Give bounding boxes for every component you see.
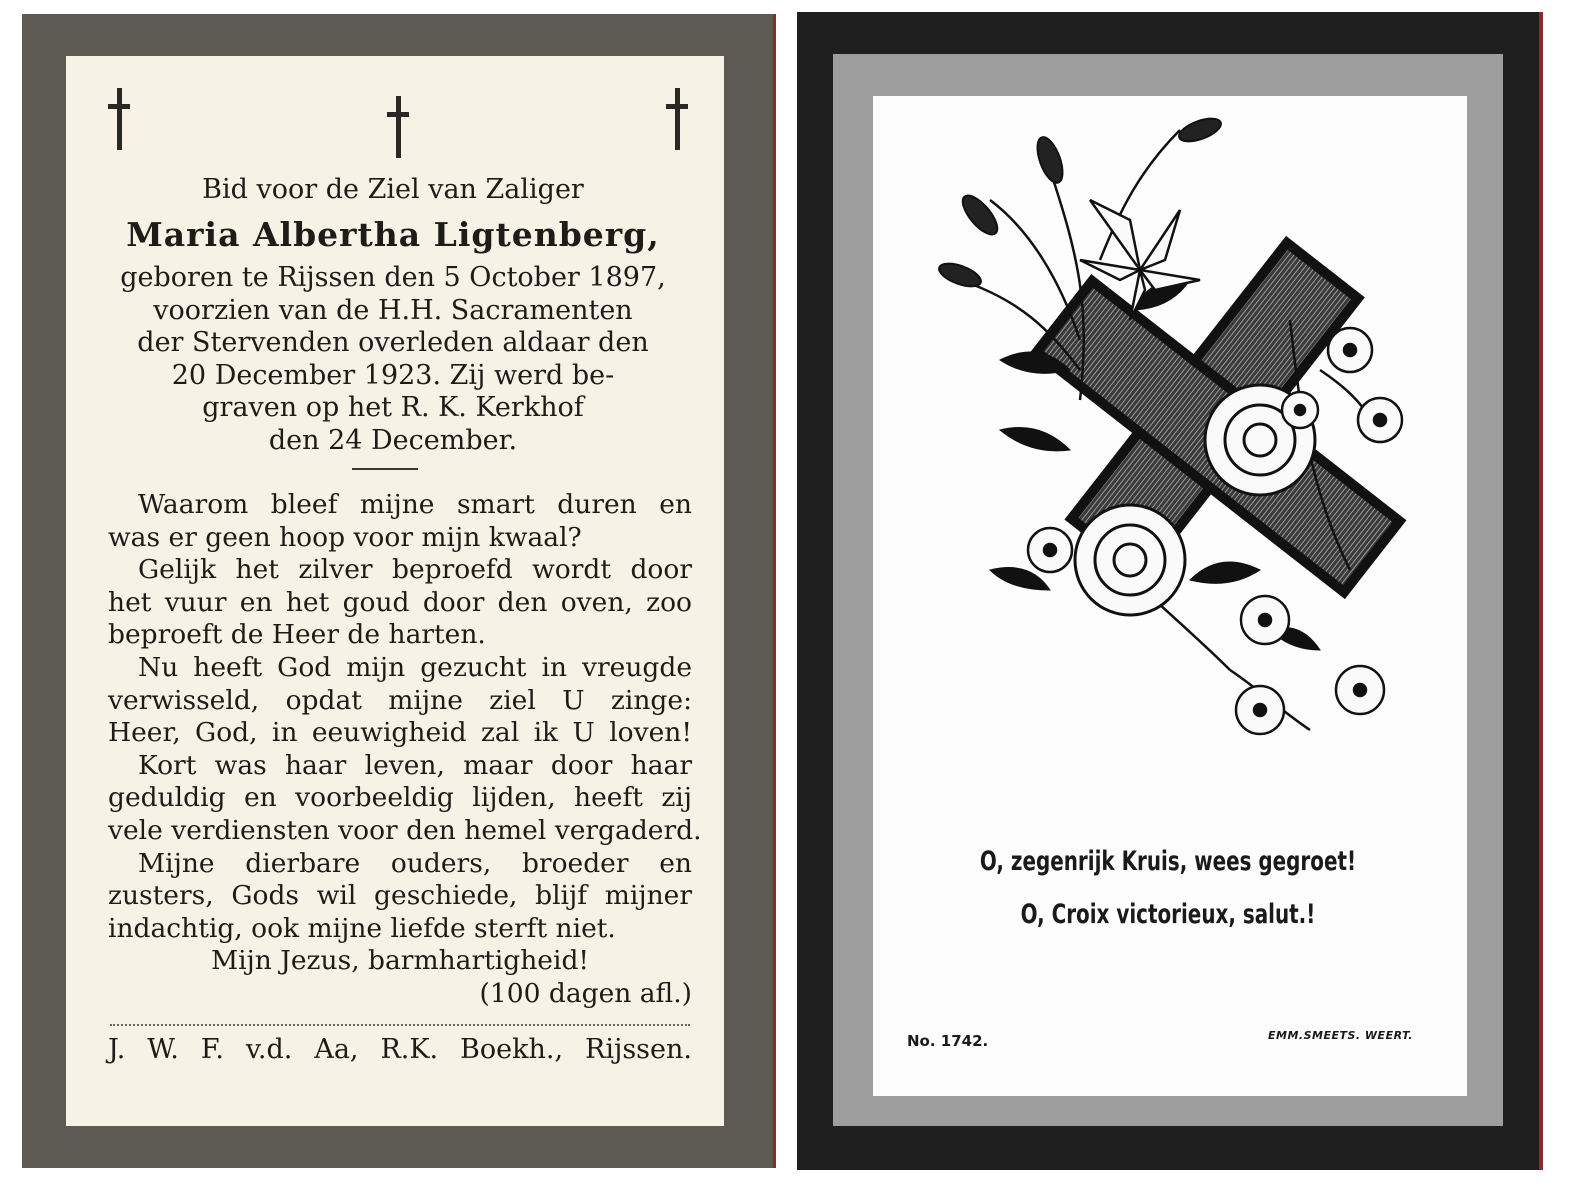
prayer-line: was er geen hoop voor mijn kwaal? bbox=[108, 521, 582, 553]
dutch-motto: O, zegenrijk Kruis, wees gegroet! bbox=[979, 846, 1357, 877]
prayer-line: vele verdiensten voor den hemel vergaderd. bbox=[108, 814, 702, 846]
prayer-line: beproeft de Heer de harten. bbox=[108, 619, 486, 651]
bio-line: voorzien van de H.H. Sacramenten bbox=[153, 294, 633, 326]
bio-line: geboren te Rijssen den 5 October 1897, bbox=[120, 262, 666, 293]
dotted-separator bbox=[110, 1024, 690, 1026]
indulgence-note: (100 dagen afl.) bbox=[479, 977, 692, 1009]
bio-line: 20 December 1923. Zij werd be- bbox=[171, 359, 615, 391]
printer-imprint: J. W. F. v.d. Aa, R.K. Boekh., Rijssen. bbox=[108, 1034, 692, 1065]
prayer-line: geduldig en voorbeeldig lijden, heeft zij bbox=[108, 782, 692, 814]
prayer-line: Heer, God, in eeuwigheid zal ik U loven! bbox=[108, 717, 692, 749]
prayer-line: het vuur en het goud door den oven, zoo bbox=[108, 586, 692, 618]
french-motto: O, Croix victorieux, salut.! bbox=[1020, 899, 1316, 930]
prayer-line: zusters, Gods wil geschiede, blijf mijner bbox=[108, 880, 692, 912]
bio-line: der Stervenden overleden aldaar den bbox=[137, 327, 649, 358]
prayer-line: indachtig, ook mijne liefde sterft niet. bbox=[108, 912, 616, 944]
cross-icon bbox=[665, 88, 689, 150]
prayer-line: verwisseld, opdat mijne ziel U zinge: bbox=[108, 684, 692, 716]
prayer-line: Mijne dierbare ouders, broeder en bbox=[138, 847, 692, 879]
prayer-line: Nu heeft God mijn gezucht in vreugde bbox=[138, 651, 692, 683]
prayer-line: Kort was haar leven, maar door haar bbox=[138, 749, 692, 781]
divider bbox=[352, 468, 418, 470]
prayer-line: Mijn Jezus, barmhartigheid! bbox=[210, 945, 590, 977]
prayer-line: Waarom bleef mijne smart duren en bbox=[138, 489, 692, 520]
cross-icon bbox=[386, 96, 410, 158]
bio-line: graven op het R. K. Kerkhof bbox=[202, 392, 584, 423]
bio-line: den 24 December. bbox=[268, 424, 518, 456]
publisher-imprint: EMM.SMEETS. WEERT. bbox=[1268, 1029, 1413, 1042]
deceased-name: Maria Albertha Ligtenberg, bbox=[126, 215, 660, 254]
biography bbox=[88, 262, 698, 457]
prayer-line: Gelijk het zilver beproefd wordt door bbox=[138, 554, 692, 586]
cross-with-flowers-illustration bbox=[930, 110, 1450, 780]
card-number: No. 1742. bbox=[907, 1032, 989, 1050]
cross-icon bbox=[107, 88, 131, 150]
prayer-header: Bid voor de Ziel van Zaliger bbox=[202, 174, 584, 205]
prayer-text bbox=[108, 489, 702, 1011]
